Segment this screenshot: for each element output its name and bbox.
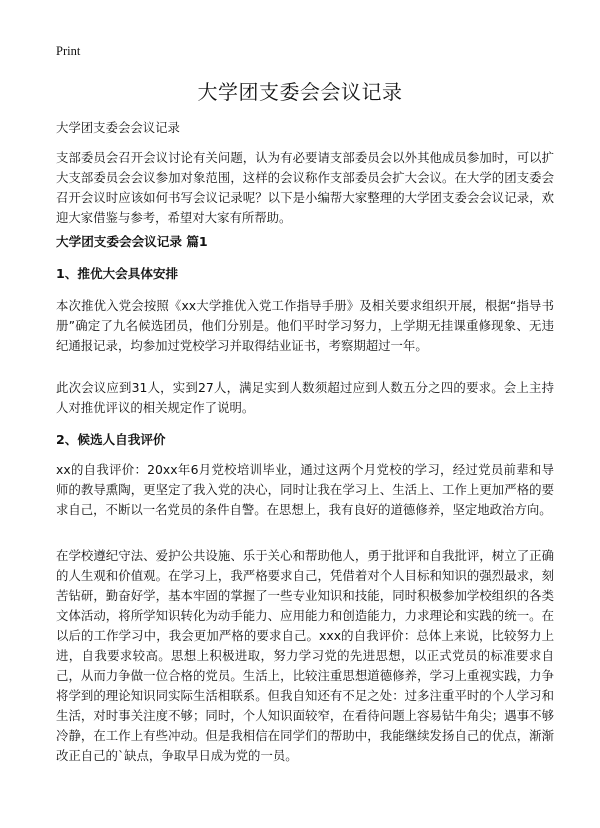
print-link[interactable]: Print (56, 44, 81, 58)
section-title: 大学团支委会会议记录 篇1 (56, 234, 208, 249)
item1-heading: 1、推优大会具体安排 (56, 266, 179, 281)
item2-heading: 2、候选人自我评价 (56, 432, 166, 447)
document-subtitle: 大学团支委会会议记录 (56, 120, 180, 135)
document-title: 大学团支委会会议记录 (197, 80, 403, 104)
intro-paragraph: 支部委员会召开会议讨论有关问题，认为有必要请支部委员会以外其他成员参加时，可以扩大支部委员会会议参加对象范围，这样的会议称作支部委员会扩大会议。在大学的团支委会召开会议时应该如何书写会议记录呢？以下是小编帮大家整理的大学团支委会会议记录，欢迎大家借鉴与参考，希望对大家有所帮助。 (56, 150, 554, 225)
item2-paragraph-1: xx的自我评价：20xx年6月党校培训毕业，通过这两个月党校的学习，经过党员前辈和导师的教导熏陶，更坚定了我入党的决心，同时让我在学习上、生活上、工作上更加严格的要求自己，不断以一名党员的条件自警。在思想上，我有良好的道德修养，坚定地政治方向。 (56, 462, 554, 517)
item1-paragraph-1: 本次推优入党会按照《xx大学推优入党工作指导手册》及相关要求组织开展，根据“指导书册”确定了九名候选团员，他们分别是。他们平时学习努力，上学期无挂课重修现象、无违纪通报记录，均参加过党校学习并取得结业证书，考察期超过一年。 (56, 298, 554, 353)
item2-paragraph-2: 在学校遵纪守法、爱护公共设施、乐于关心和帮助他人，勇于批评和自我批评，树立了正确的人生观和价值观。在学习上，我严格要求自己，凭借着对个人目标和知识的强烈最求，刻苦钻研，勤奋好学，基本牢固的掌握了一些专业知识和技能，同时积极参加学校组织的各类文体活动，将所学知识转化为动手能力、应用能力和创造能力，力求理论和实践的统一。在以后的工作学习中，我会更加严格的要求自己。xxx的自我评价：总体上来说，比较努力上进，自我要求较高。思想上积极进取，努力学习党的先进思想，以正式党员的标准要求自己，从而力争做一位合格的党员。生活上，比较注重思想道德修养，学习上重视实践，力争将学到的理论知识同实际生活相联系。但我自知还有不足之处：过多注重平时的个人学习和生活，对时事关注度不够；同时，个人知识面较窄，在看待问题上容易钻牛角尖；遇事不够冷静，在工作上有些冲动。但是我相信在同学们的帮助中，我能继续发扬自己的优点，渐渐改正自己的`缺点，争取早日成为党的一员。 (56, 548, 554, 763)
item1-paragraph-2: 此次会议应到31人，实到27人，满足实到人数须超过应到人数五分之四的要求。会上主持人对推优评议的相关规定作了说明。 (56, 380, 554, 415)
